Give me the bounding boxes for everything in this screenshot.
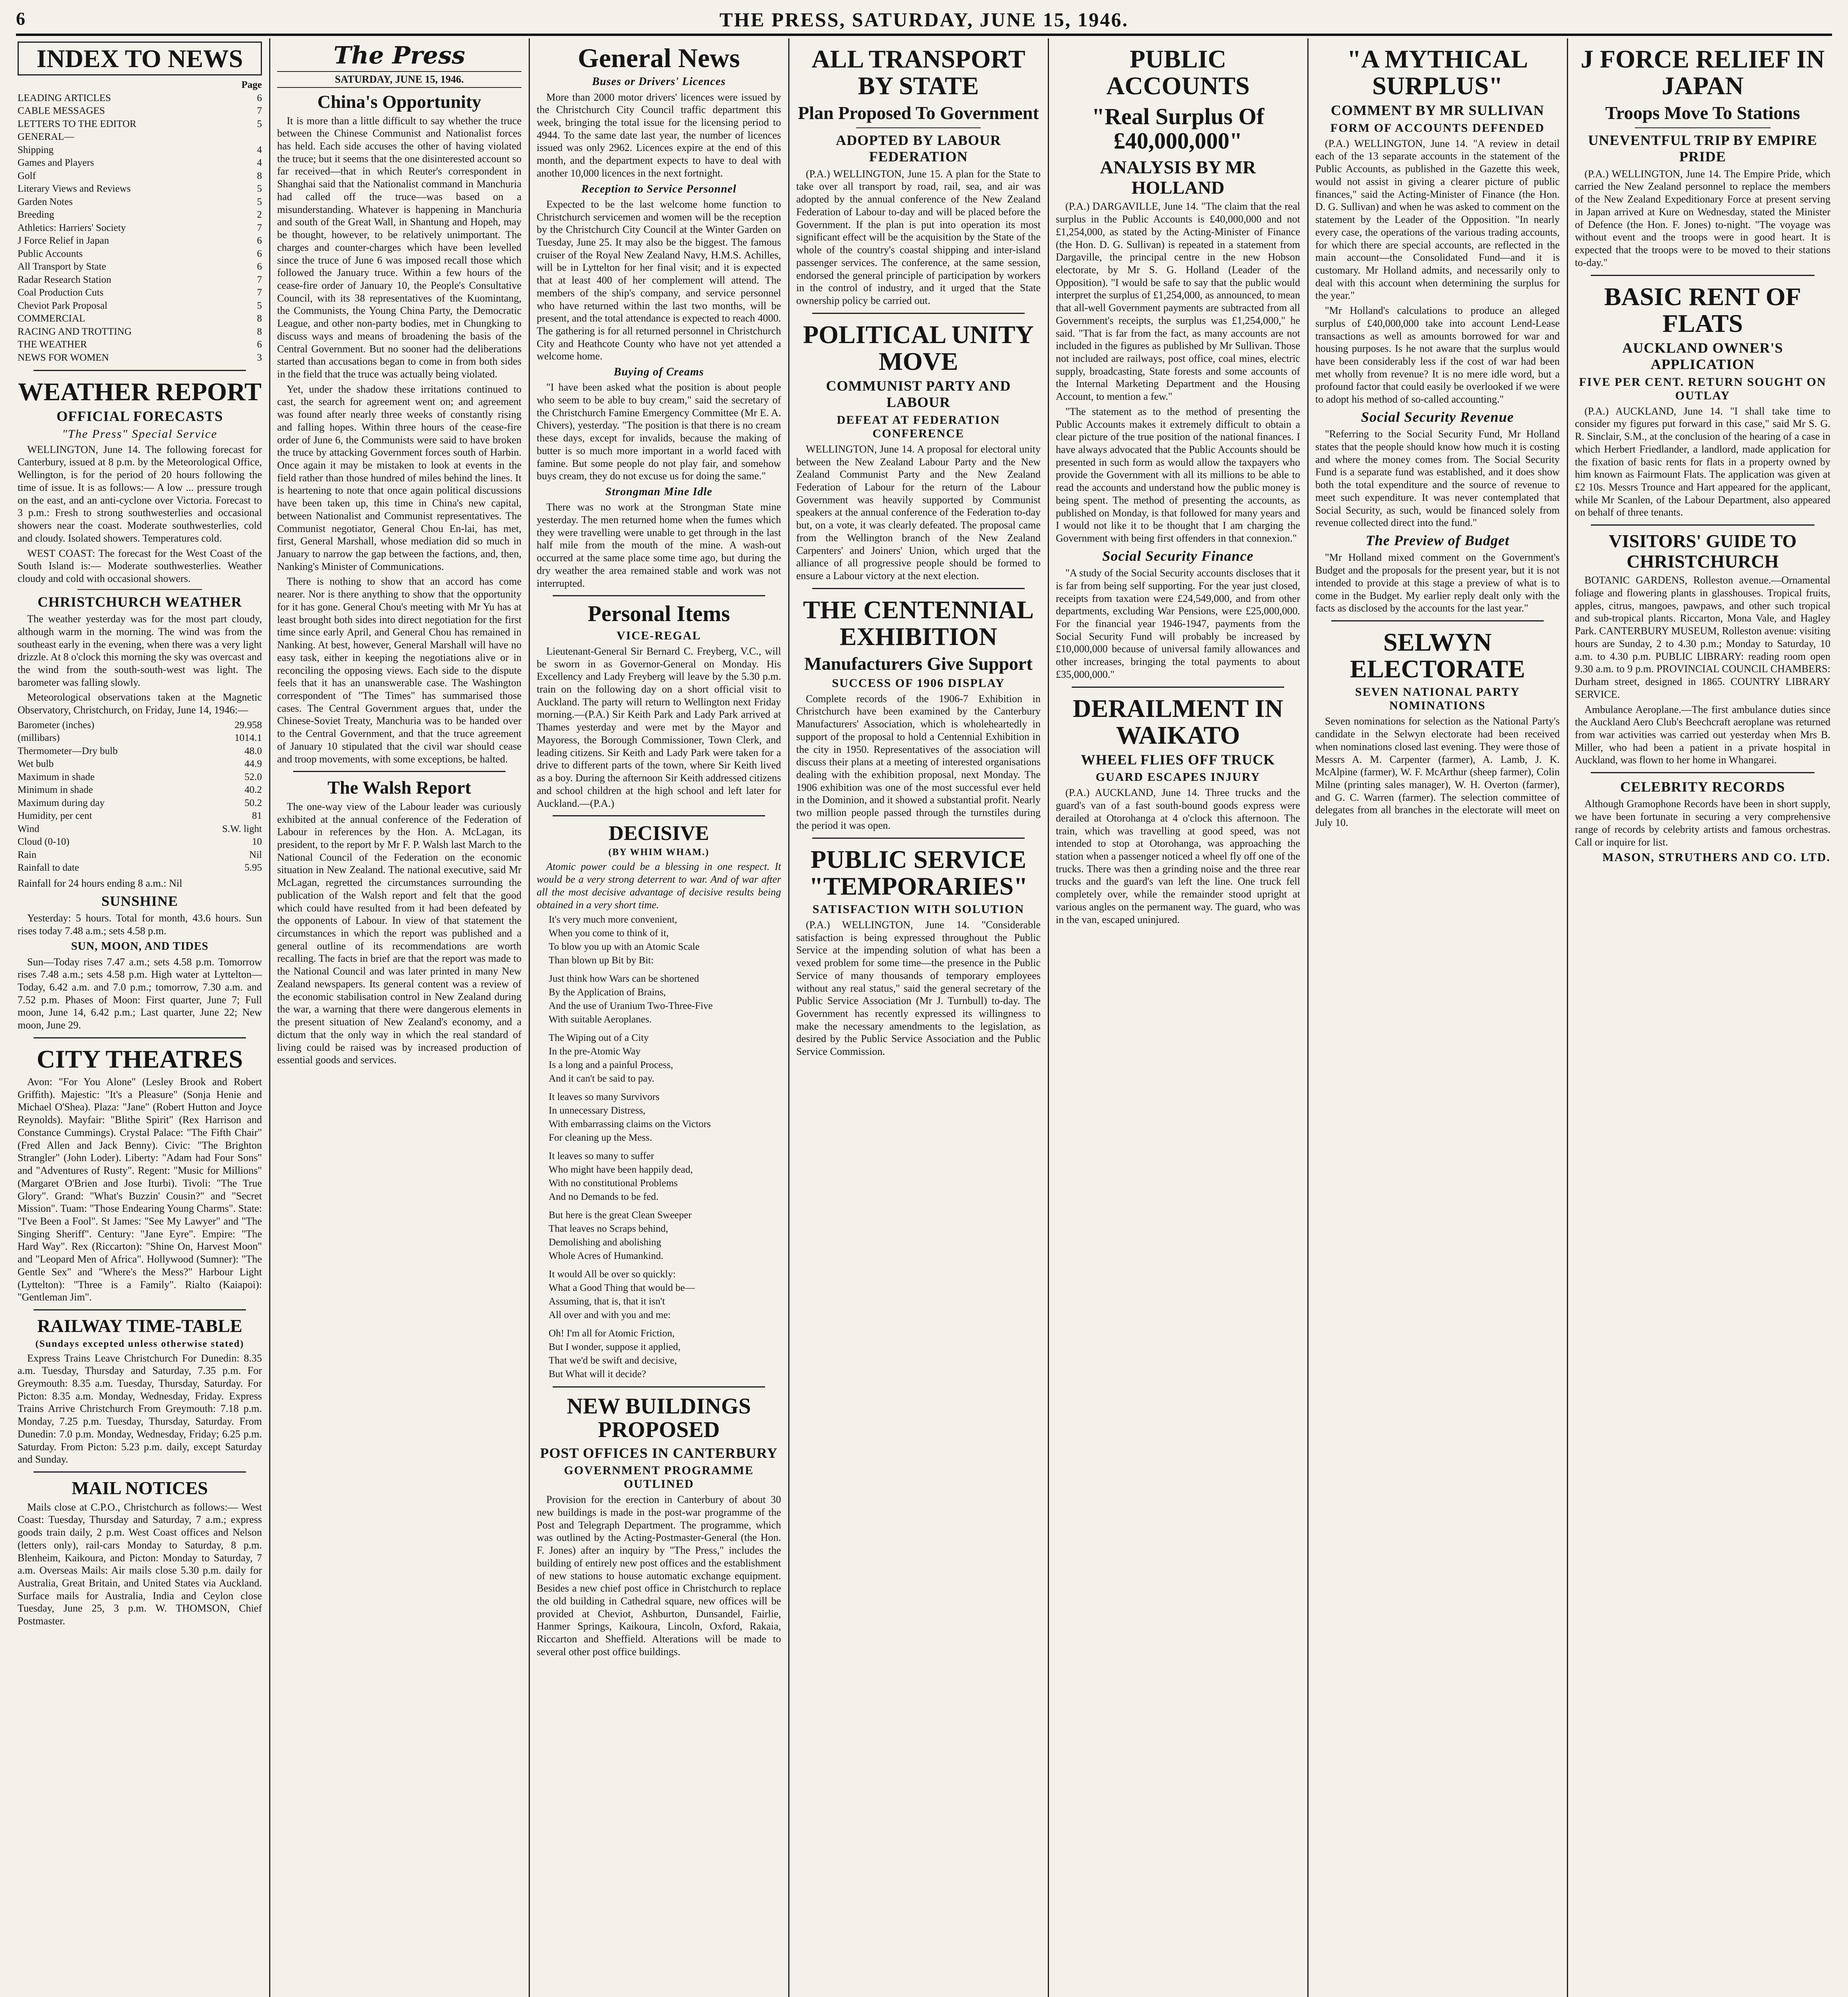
accounts-subhead: Social Security Finance (1102, 548, 1254, 564)
transport-sub: Plan Proposed To Government (798, 103, 1039, 123)
jforce-sub2: UNEVENTFUL TRIP BY EMPIRE PRIDE (1588, 132, 1818, 165)
forecasts-title: OFFICIAL FORECASTS (56, 408, 223, 425)
divider (34, 1471, 246, 1473)
column-1 (12, 38, 268, 1997)
reading-row (18, 732, 262, 745)
celebrity-text: Although Gramophone Records have been in short supply, we have been fortunate in securing a very comprehensive range of records by celebrity artists and famous orchestras. Call or inquire for list. (1575, 798, 1830, 848)
index-entry: THE WEATHER (18, 339, 87, 350)
reading-row (18, 836, 262, 849)
unity-sub: COMMUNIST PARTY AND LABOUR (826, 378, 1011, 411)
reading-label: Humidity, per cent (18, 810, 92, 822)
chch-weather-title: CHRISTCHURCH WEATHER (38, 594, 242, 610)
chch-weather-text: The weather yesterday was for the most part cloudy, although warm in the morning. The wind was from the southeast early in the evening, when there was a very light drizzle. At 8 o'clock this morning the sky was overcast and the wind from the south-south-west was light. The barometer was falling slowly. (18, 613, 262, 688)
mythical-text: "Mr Holland mixed comment on the Government's Budget and the proposals for the present year, but it is not intended to provide at this stage a preview of what is to come in the Budget. My earlier reply dealt only with the facts as disclosed by the accounts for the last year." (1315, 552, 1560, 614)
index-entry: Coal Production Cuts (18, 287, 104, 298)
reading-row (18, 797, 262, 810)
new-buildings-title: NEW BUILDINGS PROPOSED (567, 1394, 751, 1443)
index-row (18, 312, 262, 326)
poem-line: The Wiping out of a City (549, 1032, 649, 1044)
divider (77, 589, 202, 590)
poem-line: It leaves so many to suffer (549, 1151, 654, 1162)
index-page: 8 (257, 313, 262, 324)
column-7 (1569, 38, 1836, 1997)
rent-sub: AUCKLAND OWNER'S APPLICATION (1622, 339, 1783, 373)
index-entry: Garden Notes (18, 196, 73, 207)
reading-value: 10 (252, 836, 262, 848)
mythical-subhead: Social Security Revenue (1361, 409, 1514, 425)
railway-text: Express Trains Leave Christchurch For Dunedin: 8.35 a.m. Tuesday, Thursday and Saturday, 7.35 p.m. For Greymouth: 8.35 a.m. Tuesday, Thursday, Saturday. For Picton: 8.35 a.m. Monday, Wednesday, Friday. Express Trains Arrive Christchurch From Greymouth: 7.18 p.m. Monday, 7.25 p.m. Tuesday, Thursday, Saturday. From Dunedin: 7.0 p.m. Monday, Wednesday, Friday; 6.25 p.m. Saturday. From Picton: 5.23 p.m. daily, except Saturday and Sunday. (18, 1352, 262, 1465)
column-rule (1048, 38, 1049, 1997)
index-row (18, 170, 262, 183)
index-page: 5 (257, 300, 262, 311)
poem-line: It leaves so many Survivors (549, 1092, 660, 1103)
decisive-title: DECISIVE (609, 822, 709, 845)
reading-label: Maximum during day (18, 797, 105, 808)
index-row (18, 338, 262, 351)
reading-value: 81 (252, 810, 262, 822)
reading-value: S.W. light (222, 823, 262, 834)
mythical-text: "Referring to the Social Security Fund, Mr Holland states that the people should know how much it is costing and where the money comes from. The Social Security Fund is a separate fund was established, and it does show both the total expenditure and the source of revenue to meet such expenditure. It was never contemplated that Social Security, as such, would be financed solely from revenue collected direct into the fund." (1315, 428, 1560, 529)
poem-line: With no constitutional Problems (549, 1178, 678, 1189)
poem-line: Than blown up Bit by Bit: (549, 955, 654, 966)
reading-row (18, 758, 262, 771)
poem-line: What a Good Thing that would be— (549, 1282, 695, 1294)
index-page-label: Page (241, 79, 262, 91)
personal-text: Lieutenant-General Sir Bernard C. Freyberg, V.C., will be sworn in as Governor-General on Monday. His Excellency and Lady Freyberg will leave by the 5.30 p.m. train on the following day on a short official visit to Auckland. The party will return to Wellington next Friday morning.—(P.A.) Sir Keith Park and Lady Park arrived at Thames yesterday and were met by the Mayor and Mayoress, the Borough Commissioner, Town Clerk, and leading citizens. Sir Keith and Lady Park were taken for a drive to different parts of the town, where Sir Keith lived as a boy. During the afternoon Sir Keith addressed citizens and school children at the high school and left later for Auckland.—(P.A.) (537, 645, 781, 809)
poem-line: And no Demands to be fed. (549, 1191, 658, 1203)
service-sub: SATISFACTION WITH SOLUTION (812, 902, 1025, 916)
weather-title: WEATHER REPORT (18, 377, 262, 406)
accounts-title: PUBLIC ACCOUNTS (1106, 45, 1250, 100)
column-rule (1307, 38, 1309, 1997)
news-paragraph: Expected to be the last welcome home function to Christchurch servicemen and women will be the reception by the Christchurch City Council at the Winter Garden on Tuesday, June 25. It may also be the biggest. The famous cruiser of the Royal New Zealand Navy, H.M.S. Achilles, will be in Lyttelton for her final visit; and it is expected that at least 400 of her complement will attend. The members of the ship's company, and service personnel who have returned within the last two months, will be present, and the total attendance is expected to reach 4000. The gathering is for all returned personnel in Christchurch City and Heathcote County who have not yet attended a welcome home. (537, 198, 781, 362)
poem-line: But What will it decide? (549, 1369, 646, 1380)
poem-line: Demolishing and abolishing (549, 1237, 661, 1248)
rent-sub2: FIVE PER CENT. RETURN SOUGHT ON OUTLAY (1579, 375, 1826, 402)
railway-title: RAILWAY TIME-TABLE (37, 1315, 242, 1336)
service-title: PUBLIC SERVICE "TEMPORARIES" (809, 845, 1028, 900)
index-entry: LEADING ARTICLES (18, 92, 111, 103)
index-page: 6 (257, 261, 262, 272)
editorial-date: SATURDAY, JUNE 15, 1946. (277, 71, 521, 88)
sunshine-title: SUNSHINE (101, 893, 178, 909)
index-row (18, 131, 262, 144)
mail-text: Mails close at C.P.O., Christchurch as follows:— West Coast: Tuesday, Thursday and Saturday, 7 a.m.; express goods train daily, 2 p.m. West Coast offices and Nelson (letters only), rail-cars Monday to Saturday, 8 p.m. Blenheim, Kaikoura, and Picton: Monday to Saturday, 7 a.m. Overseas Mails: Air mails close 5.30 p.m. daily for Australia, Great Britain, and United States via Auckland. Surface mails for Australia, India and Ceylon close Tuesday, June 25, 3 p.m. W. THOMSON, Chief Postmaster. (18, 1501, 262, 1627)
index-page: 7 (257, 287, 262, 298)
index-page: 2 (257, 209, 262, 220)
index-entry: CABLE MESSAGES (18, 105, 105, 117)
index-entry: Literary Views and Reviews (18, 183, 131, 195)
reading-value: 50.2 (244, 797, 262, 808)
index-row (18, 144, 262, 157)
divider (34, 370, 246, 371)
divider (812, 838, 1025, 839)
column-rule (529, 38, 530, 1997)
index-row (18, 196, 262, 209)
news-paragraph: More than 2000 motor drivers' licences were issued by the Christchurch City Council traffic department this week, bringing the total issue for the licensing period to 4944. To the same date last year, the number of licences issued was only 2962. Licences expire at the end of this month, and the department expects to have to deal with another 10,000 licences in the next fortnight. (537, 91, 781, 179)
index-page: 5 (257, 183, 262, 195)
derailment-title: DERAILMENT IN WAIKATO (1073, 694, 1283, 749)
decisive-byline: (BY WHIM WHAM.) (608, 847, 710, 858)
rain-note: Rainfall for 24 hours ending 8 a.m.: Nil (18, 877, 182, 889)
poem-line: To blow you up with an Atomic Scale (549, 941, 700, 953)
derailment-sub2: GUARD ESCAPES INJURY (1095, 770, 1261, 784)
index-page: 8 (257, 326, 262, 337)
visitors-title: VISITORS' GUIDE TO CHRISTCHURCH (1608, 531, 1797, 572)
accounts-sub2: ANALYSIS BY MR HOLLAND (1100, 157, 1256, 198)
divider (1331, 620, 1544, 621)
derailment-sub: WHEEL FLIES OFF TRUCK (1081, 751, 1275, 768)
index-row (18, 118, 262, 131)
index-entry: J Force Relief in Japan (18, 235, 109, 246)
page-number: 6 (16, 8, 25, 29)
index-page: 5 (257, 118, 262, 129)
poem-line: When you come to think of it, (549, 928, 669, 939)
forecasts-sub: "The Press" Special Service (62, 427, 218, 441)
editorial-title: China's Opportunity (317, 91, 482, 112)
mythical-text: (P.A.) WELLINGTON, June 14. "A review in detail each of the 13 separate accounts in the statement of the Public Accounts, as published in the Gazette this week, would not assist in giving a clearer picture of public finances," said the Acting-Minister of Finance (the Hon. D. G. Sullivan) and when he was asked to comment on the statement by the Leader of the Opposition. "In nearly every case, the operations of the various trading accounts, for which there are special accounts, are reflected in the main account—the Consolidated Fund—and it is customary. Mr Holland admits, and necessarily only to deal with this account when determining the surplus for the year." (1315, 137, 1560, 302)
reading-value: 1014.1 (234, 732, 262, 744)
poem-line: Assuming, that is, that it isn't (549, 1296, 665, 1307)
moon-title: SUN, MOON, AND TIDES (71, 940, 208, 953)
poem-line: For cleaning up the Mess. (549, 1132, 652, 1143)
index-page: 5 (257, 196, 262, 207)
index-row (18, 326, 262, 339)
index-page: 8 (257, 170, 262, 181)
index-row (18, 234, 262, 248)
reading-value: 48.0 (244, 745, 262, 756)
new-buildings-sub: POST OFFICES IN CANTERBURY (540, 1445, 778, 1461)
divider (812, 588, 1025, 589)
forecast-text: WELLINGTON, June 14. The following forecast for Canterbury, issued at 8 p.m. by the Meteorological Office, Wellington, is for the period of 20 hours following the time of issue. It is as follows:— A low ... pressure trough on the east, and an anti-cyclone over Victoria. Forecast to 3 p.m.: Fresh to strong southwesterlies and occasional showers near the coast. Moderate southwesterlies, cold and cloudy. Isolated showers. Temperatures cold. (18, 443, 262, 544)
unity-text: WELLINGTON, June 14. A proposal for electoral unity between the New Zealand Labour Party and the New Zealand Communist Party and the New Zealand Federation of Labour for the return of the Labour Government was heavily supported by Communist speakers at the annual conference of the Federation to-day but, on a vote, it was clearly defeated. The proposal came from the Wellington branch of the New Zealand Carpenters' and Joiners' Union, which urged that the alliance of all progressive people should be formed to ensure a Labour victory at the next election. (796, 443, 1041, 582)
service-text: (P.A.) WELLINGTON, June 14. "Considerable satisfaction is being expressed throughout the Public Service at the impending solution of what has been a vexed problem for some time—the presence in the Public Service of many thousands of temporary employees without any real status," said the general secretary of the Public Service Association (Mr J. Turnbull) to-day. The Government has recently expressed its willingness to make the necessary amendments to the legislation, as desired by the Public Service Association and the Public Service Commission. (796, 919, 1041, 1058)
reading-row (18, 862, 262, 875)
reading-label: Barometer (inches) (18, 719, 95, 731)
poem-line: Just think how Wars can be shortened (549, 973, 699, 985)
reading-row (18, 771, 262, 784)
index-page: 6 (257, 235, 262, 246)
mythical-title: "A MYTHICAL SURPLUS" (1347, 45, 1528, 100)
reading-label: (millibars) (18, 732, 60, 744)
reading-value: 52.0 (244, 771, 262, 782)
poem-line: And it can't be said to pay. (549, 1073, 654, 1084)
accounts-text: (P.A.) DARGAVILLE, June 14. "The claim that the real surplus in the Public Accounts is £40,000,000 and not £1,254,000, as stated by the Acting-Minister of Finance (the Hon. D. G. Sullivan) is repeated in a statement from Dargaville, the principal centre in the new Hobson electorate, by Mr S. G. Holland (Leader of the Opposition). "I would be safe to say that the public would interpret the surplus of £1,254,000, as announced, to mean that all-well Government payments are subtracted from all Government's receipts, the surplus was £1,254,000," he said. "That is far from the fact, as many accounts are not included in the figures as published by Mr Sullivan. Those not included are railways, post office, coal mines, electric supply, broadcasting, State forests and some accounts of the Internal Marketing Department and the Housing Account, to mention a few." (1056, 200, 1300, 403)
divider (553, 1386, 765, 1388)
rent-text: (P.A.) AUCKLAND, June 14. "I shall take time to consider my figures put forward in this case," said Mr S. G. R. Sinclair, S.M., at the conclusion of the hearing of a case in which Herbert Friedlander, a landlord, made application for the fixation of basic rents for flats in a property owned by him known as Fairmount Flats. The application was given at £2 10s. Messrs Trounce and Hart appeared for the applicant, while Mr Scanlen, of the Labour Department, also appeared on behalf of three tenants. (1575, 405, 1830, 518)
divider (1635, 127, 1771, 128)
news-subhead: Reception to Service Personnel (581, 183, 737, 195)
general-news-title: General News (577, 43, 740, 73)
index-entry: NEWS FOR WOMEN (18, 352, 109, 363)
readings-table (18, 719, 262, 875)
reading-label: Minimum in shade (18, 784, 93, 796)
divider (34, 1037, 246, 1038)
mythical-subhead: The Preview of Budget (1366, 532, 1509, 548)
index-row (18, 274, 262, 287)
poem-line: Oh! I'm all for Atomic Friction, (549, 1328, 675, 1339)
selwyn-text: Seven nominations for selection as the National Party's candidate in the Selwyn electorate had been received when nominations closed last evening. They were those of Messrs A. M. Carpenter (farmer), A. Lamb, J. K. McAlpine (farmer), W. F. McArthur (sheep farmer), Colin Milne (printing sales manager), W. H. Overton (farmer), and G. C. Warren (farmer). The selection committee of delegates from all branches in the electorate will meet on July 10. (1315, 715, 1560, 829)
accounts-sub: "Real Surplus Of £40,000,000" (1092, 103, 1264, 154)
index-row (18, 208, 262, 222)
personal-title: Personal Items (587, 601, 730, 627)
index-page: 6 (257, 92, 262, 103)
index-page: 4 (257, 144, 262, 155)
divider (293, 771, 506, 772)
reading-row (18, 823, 262, 836)
editorial-title: The Walsh Report (327, 777, 471, 798)
visitors-text: BOTANIC GARDENS, Rolleston avenue.—Ornamental foliage and flowering plants in glasshouses. Tropical fruits, apples, citrus, mangoes, pawpaws, and other such tropical and sub-tropical plants. Riccarton, Mona Vale, and Hagley Park. CANTERBURY MUSEUM, Rolleston avenue: visiting hours are Sunday, 2 to 4.30 p.m.; Monday to Saturday, 10 a.m. to 4.30 p.m. PUBLIC LIBRARY: reading room open 9.30 a.m. to 9 p.m. PROVINCIAL COUNCIL CHAMBERS: Durham street, designed in 1865. COUNTRY LIBRARY SERVICE. (1575, 574, 1830, 700)
reading-row (18, 849, 262, 862)
divider (856, 127, 981, 128)
mythical-text: "Mr Holland's calculations to produce an alleged surplus of £40,000,000 take into account Lend-Lease transactions as well as amounts borrowed for war and housing purposes. Is he not aware that the surplus would have been considerably less if the cost of war had been met wholly from revenue? It is no mere idle word, but a profound factor that could easily be overlooked if we were to adopt his method of so-called accounting." (1315, 305, 1560, 405)
unity-sub2: DEFEAT AT FEDERATION CONFERENCE (837, 413, 1000, 440)
exhibition-text: Complete records of the 1906-7 Exhibition in Christchurch have been examined by the Canterbury Manufacturers' Association, which is wholeheartedly in support of the proposal to hold a Centennial Exhibition in the city in 1950. Representatives of the association will discuss their plans at a meeting of interested organisations dealing with the exhibition proposal, next Monday. The 1906 exhibition was one of the most successful ever held in the Dominion, and it showed a substantial profit. Nearly two million people passed through the turnstiles during the period it was open. (796, 693, 1041, 831)
poem-line (549, 968, 769, 972)
divider (553, 815, 765, 816)
poem-line: By the Application of Brains, (549, 987, 666, 998)
divider (34, 1309, 246, 1310)
jforce-text: (P.A.) WELLINGTON, June 14. The Empire Pride, which carried the New Zealand personnel to replace the members of the New Zealand Expeditionary Force at present serving in Japan arrived at Kure on Wednesday, stated the Minister of Defence (the Hon. F. Jones) to-night. "The voyage was without event and the troops were in good heart. It is expected that the troops were to be moved to their stations to-day." (1575, 168, 1830, 268)
reading-label: Rainfall to date (18, 862, 79, 873)
poem-line: That leaves no Scraps behind, (549, 1223, 668, 1235)
column-5 (1050, 38, 1306, 1997)
index-entry: RACING AND TROTTING (18, 326, 132, 337)
accounts-text: "The statement as to the method of presenting the Public Accounts makes it extremely difficult to obtain a clear picture of the true position of the national finances. I have always advocated that the Public Accounts should be presented in such form as would allow the taxpayers who provide the Government with all its millions to be able to read the accounts and understand how the public money is being spent. The method of presenting the accounts, as published on Monday, is that followed for many years and I would not like it to be thought that I am charging the Government with being first offenders in that connexion." (1056, 405, 1300, 544)
poem-line: With suitable Aeroplanes. (549, 1014, 652, 1025)
news-paragraph: There was no work at the Strongman State mine yesterday. The men returned home when the fumes which they were travelling were unable to get through in the last half mile from the mouth of the mine. A wash-out occurred at the same place some time ago, but during the dry weather the area remained stable and work was not interrupted. (537, 501, 781, 589)
divider (1591, 772, 1814, 773)
running-head (16, 8, 1832, 32)
column-3 (531, 38, 787, 1997)
selwyn-sub: SEVEN NATIONAL PARTY NOMINATIONS (1355, 685, 1520, 713)
mail-title: MAIL NOTICES (71, 1478, 208, 1499)
index-row (18, 286, 262, 300)
transport-sub2: ADOPTED BY LABOUR FEDERATION (836, 132, 1001, 165)
poem (537, 913, 781, 1381)
poem-line (549, 1204, 769, 1208)
poem-line: Who might have been happily dead, (549, 1164, 693, 1175)
poem-line (549, 1145, 769, 1149)
index-entry: Radar Research Station (18, 274, 111, 285)
derailment-text: (P.A.) AUCKLAND, June 14. Three trucks and the guard's van of a fast south-bound goods express were derailed at Otorohanga at 4 o'clock this afternoon. The train, which was travelling at good speed, was not intended to stop at Otorohanga, was approaching the station when a passenger noticed a wheel fly off one of the trucks. There was then a grinding noise and the three rear trucks and the guard's van left the line. One truck fell completely over, while the remainder stood upright at various angles on the permanent way. The guard, who was in the van, escaped uninjured. (1056, 787, 1300, 925)
index-row (18, 157, 262, 170)
poem-line: And the use of Uranium Two-Three-Five (549, 1000, 713, 1012)
transport-text: (P.A.) WELLINGTON, June 15. A plan for the State to take over all transport by road, rail, sea, and air was adopted by the annual conference of the New Zealand Federation of Labour to-day and will be placed before the Government. If the plan is put into operation its most significant effect will be the acquisition by the State of the whole of the country's coastal shipping and inter-island passenger services. The conference, at the same session, endorsed the general principle of participation by workers in the control of industry, and it urged that the State ownership policy be carried out. (796, 168, 1041, 306)
index-row (18, 248, 262, 261)
reading-label: Thermometer—Dry bulb (18, 745, 118, 756)
poem-line (549, 1263, 769, 1267)
column-6 (1310, 38, 1565, 1997)
index-list (18, 92, 262, 365)
news-paragraph: "I have been asked what the position is about people who seem to be able to buy cream," said the secretary of the Christchurch Famine Emergency Committee (Mr E. A. Chivers), yesterday. "The position is that there is no cream these days, except for invalids, because the making of butter is so much more important in a world faced with famine. But some people do not play fair, and somehow buys cream, they do not excuse us for doing the same." (537, 381, 781, 482)
mythical-sub2: FORM OF ACCOUNTS DEFENDED (1330, 121, 1545, 135)
column-4 (791, 38, 1046, 1997)
poem-line: With embarrassing claims on the Victors (549, 1119, 711, 1130)
mythical-sub: COMMENT BY MR SULLIVAN (1330, 102, 1545, 119)
masthead-logo: The Press (333, 42, 465, 69)
celebrity-title: CELEBRITY RECORDS (1620, 779, 1785, 795)
exhibition-sub: Manufacturers Give Support (804, 653, 1033, 674)
index-row (18, 105, 262, 118)
index-entry: Breeding (18, 209, 54, 220)
index-entry: COMMERCIAL (18, 313, 85, 324)
reading-row (18, 784, 262, 797)
reading-row (18, 719, 262, 732)
new-buildings-text: Provision for the erection in Canterbury of about 30 new buildings is made in the post-war programme of the Post and Telegraph Department. The programme, which was outlined by the Acting-Postmaster-General (the Hon. F. Jones) after an inquiry by "The Press," includes the building of entirely new post offices and the establishment of new stations to house automatic exchange equipment. Besides a new chief post office in Christchurch to replace the old building in Cathedral square, new offices will be provided at Cheviot, Ashburton, Dunsandel, Fairlie, Hanmer Springs, Kaikoura, Lincoln, Oxford, Rakaia, Riccarton and Sheffield. Alterations will be made to several other post office buildings. (537, 1494, 781, 1658)
index-entry: Athletics: Harriers' Society (18, 222, 126, 233)
moon-text: Sun—Today rises 7.47 a.m.; sets 4.58 p.m. Tomorrow rises 7.48 a.m.; sets 4.58 p.m. High water at Lyttelton—Today, 6.42 a.m. and 7.0 p.m.; tomorrow, 7.30 a.m. and 7.52 p.m. Phases of Moon: First quarter, June 7; Full moon, June 14, 6.42 p.m.; Last quarter, June 22; New moon, June 29. (18, 956, 262, 1031)
news-subhead: Buses or Drivers' Licences (592, 75, 726, 88)
reading-value: 40.2 (244, 784, 262, 796)
index-entry: Golf (18, 170, 36, 181)
column-rule (269, 38, 270, 1997)
reading-row (18, 810, 262, 823)
index-row (18, 183, 262, 196)
reading-value: 5.95 (244, 862, 262, 873)
poem-line: But here is the great Clean Sweeper (549, 1210, 692, 1221)
divider (812, 313, 1025, 314)
index-title: INDEX TO NEWS (18, 42, 262, 75)
reading-value: 44.9 (244, 758, 262, 770)
index-page: 7 (257, 105, 262, 117)
index-entry: All Transport by State (18, 261, 106, 272)
theatres-text: Avon: "For You Alone" (Lesley Brook and Robert Griffith). Majestic: "It's a Pleasure" (Sonja Henie and Michael O'Shea). Plaza: "Jane" (Robert Hutton and Joyce Reynolds). Mayfair: "Blithe Spirit" (Rex Harrison and Constance Cummings). Crystal Palace: "The Fifth Chair" (Fred Allen and Jack Benny). Civic: "The Brighton Strangler" (John Loder). Liberty: "Adam had Four Sons" and "Adventures of Rusty". Regent: "Music for Millions" (Margaret O'Brien and Jose Iturbi). Tivoli: "The True Glory". Grand: "What's Buzzin' Cousin?" and "Secret Mission". Tuam: "Those Endearing Young Charms". State: "I've Been a Fool". St James: "See My Lawyer" and "The Singing Sheriff". Century: "Jane Eyre". Empire: "The Hard Way". Rex (Riccarton): "Shine On, Harvest Moon" and "Leopard Men of Africa". Hollywood (Sumner): "The Gentle Sex" and "Where's the Mess?" Harbour Light (Lyttelton): "Three is a Family". Rialto (Kaiapoi): "Gentleman Jim". (18, 1076, 262, 1303)
index-entry: Public Accounts (18, 248, 83, 259)
sunshine-text: Yesterday: 5 hours. Total for month, 43.6 hours. Sun rises today 7.48 a.m.; sets 4.58 p.m. (18, 912, 262, 937)
jforce-sub: Troops Move To Stations (1605, 103, 1800, 123)
viceregal-sub: VICE-REGAL (617, 629, 701, 642)
running-masthead: THE PRESS, SATURDAY, JUNE 15, 1946. (719, 8, 1129, 31)
poem-line (549, 1322, 769, 1326)
index-entry: LETTERS TO THE EDITOR (18, 118, 137, 129)
column-rule (788, 38, 789, 1997)
index-entry: GENERAL— (18, 131, 74, 143)
poem-line: That we'd be swift and decisive, (549, 1355, 677, 1366)
editorial-paragraph: There is nothing to show that an accord has come nearer. Nor is there anything to show that the opportunity for it has gone. General Chou's meeting with Mr Yu has at least brought both sides into direct negotiation for the first time since early April, and General Chou has remained in Nanking. At best, however, General Marshall will have no easy task, either in keeping the negotiations alive or in reconciling the opposing views. Each side to the dispute feels that it has an unanswerable case. The Washington correspondent of "The Times" has summarised those cases. The Central Government argues that, under the Chinese-Soviet Treaty, Manchuria was to be handed over to the Central Government, and that the truce agreement of January 10 stipulated that the civil war should cease and troop movements, with some exceptions, be halted. (277, 576, 521, 765)
reading-row (18, 745, 262, 758)
reading-value: Nil (249, 849, 262, 860)
decisive-intro: Atomic power could be a blessing in one respect. It would be a very strong deterrent to war. And of war after all the most decisive advantage of decisive results being obtained in a very short time. (537, 861, 781, 911)
reading-value: 29.958 (234, 719, 262, 731)
index-page: 4 (257, 157, 262, 169)
theatres-title: CITY THEATRES (36, 1044, 243, 1073)
index-row (18, 92, 262, 105)
divider (1591, 275, 1814, 276)
editorial-paragraph: Yet, under the shadow these irritations continued to cast, the search for agreement went on; and agreement was found after nearly three weeks of constantly rising and falling hopes. Within three hours of the cease-fire order of June 6, the Communists were said to have broken the truce by attacking Government forces south of Harbin. Once again it may be mistaken to look at events in the field rather than those hundred of miles behind the lines. It is heartening to note that once again political discussions have been taken up, this time in China's new capital, between Nationalist and Communist representatives. The Communist negotiator, General Chou En-lai, has met, first, General Marshall, whose mediation did so much in January to narrow the gap between the factions, and, then, Nanking's Minister of Communications. (277, 383, 521, 572)
index-entry: Shipping (18, 144, 54, 155)
divider (1591, 524, 1814, 526)
rent-title: BASIC RENT OF FLATS (1604, 282, 1801, 337)
reading-label: Maximum in shade (18, 771, 95, 782)
reading-label: Wet bulb (18, 758, 54, 770)
index-page: 6 (257, 248, 262, 259)
index-row (18, 300, 262, 313)
jforce-title: J FORCE RELIEF IN JAPAN (1580, 45, 1825, 100)
poem-line: In the pre-Atomic Way (549, 1046, 641, 1057)
unity-title: POLITICAL UNITY MOVE (803, 320, 1034, 375)
reading-label: Rain (18, 849, 37, 860)
column-rule (1567, 38, 1568, 1997)
index-row (18, 222, 262, 235)
accounts-text: "A study of the Social Security accounts discloses that it is far from being self supporting. For the year just closed, receipts from taxation were £24,549,000, and from other departments, excluding War Pensions, were £25,000,000. For the financial year 1946-1947, payments from the Social Security Fund will probably be increased by £10,000,000 because of universal family allowances and other increases, bringing the total payments to about £35,000,000." (1056, 567, 1300, 680)
exhibition-title: THE CENTENNIAL EXHIBITION (803, 595, 1034, 651)
column-2 (272, 38, 527, 1997)
exhibition-sub2: SUCCESS OF 1906 DISPLAY (832, 676, 1005, 690)
reading-label: Wind (18, 823, 40, 834)
poem-line (549, 1027, 769, 1031)
index-entry: Games and Players (18, 157, 94, 169)
poem-line: It's very much more convenient, (549, 914, 677, 925)
poem-line: But I wonder, suppose it applied, (549, 1342, 681, 1353)
poem-line (549, 1086, 769, 1090)
new-buildings-sub2: GOVERNMENT PROGRAMME OUTLINED (564, 1464, 754, 1491)
reading-label: Cloud (0-10) (18, 836, 69, 848)
index-page: 7 (257, 222, 262, 233)
index-row (18, 260, 262, 274)
divider (553, 595, 765, 596)
poem-line: Whole Acres of Humankind. (549, 1251, 664, 1262)
poem-line: It would All be over so quickly: (549, 1269, 676, 1280)
poem-line: In unnecessary Distress, (549, 1105, 646, 1116)
west-coast-text: WEST COAST: The forecast for the West Coast of the South Island is:— Moderate southwesterlies. Weather cloudy and cold with occasional showers. (18, 547, 262, 584)
selwyn-title: SELWYN ELECTORATE (1350, 627, 1525, 683)
index-page: 7 (257, 274, 262, 285)
index-page: 3 (257, 352, 262, 363)
news-subhead: Buying of Creams (613, 366, 704, 379)
transport-title: ALL TRANSPORT BY STATE (811, 45, 1025, 100)
poem-line: Is a long and a painful Process, (549, 1060, 673, 1071)
celebrity-sign: MASON, STRUTHERS AND CO. LTD. (1602, 851, 1830, 864)
divider (1072, 687, 1284, 688)
index-page: 6 (257, 339, 262, 350)
top-rule (16, 34, 1832, 36)
poem-line: All over and with you and me: (549, 1310, 671, 1321)
editorial-paragraph: It is more than a little difficult to say whether the truce between the Chinese Communist and Nationalist forces has held. Each side accuses the other of having violated the truce; but it seems that the one disinterested account so far received—that in which Reuter's correspondent in Shanghai said that the Nationalist command in Manchuria had called off the truce—was based on a misunderstanding. Whatever is happening in Manchuria and south of the Great Wall, in Shantung and Hopeh, may be thought, however, to be relatively unimportant. The charges and counter-charges which have been levelled since the truce of June 6 was imposed recall those which followed the January truce. Within a few hours of the cease-fire order of January 10, the People's Consultative Council, with its 38 representatives of the Kuomintang, the Communists, the Young China Party, the Democratic League, and other non-party bodies, met in Chungking to discuss ways and means of broadening the basis of the Central Government. But no sooner had the deliberations started than accusations began to come in from both sides in the field that the truce was actually being violated. (277, 115, 521, 380)
railway-sub: (Sundays excepted unless otherwise stated) (35, 1338, 244, 1349)
ambulance-text: Ambulance Aeroplane.—The first ambulance duties since the Auckland Aero Club's Beechcraft aeroplane was returned from war activities was carried out yesterday when Mrs B. Miller, who had been a patient in a private hospital in Auckland, was flown to her home in Whangarei. (1575, 703, 1830, 766)
news-subhead: Strongman Mine Idle (605, 486, 712, 498)
editorial-paragraph: The one-way view of the Labour leader was curiously exhibited at the annual conference of the Federation of Labour in references by the Hon. A. McLagan, its president, to the report by Mr F. P. Walsh last March to the National Council of the Federation on the economic situation in New Zealand. The national executive, said Mr McLagan, regretted the circumstances surrounding the publication of the Walsh report and felt that the good which could have resulted from it had been defeated by the opponents of Labour. In view of that statement the circumstances in which the report was published and a general outline of its recommendations are worth recalling. The facts in brief are that the report was made to the National Council and was later printed in many New Zealand newspapers. Its general content was a review of the economic stabilisation control in New Zealand during the war, a warning that there were dangerous elements in the present situation of New Zealand's economy, and a dictum that the only way in which the real standard of living could be raised was by increased production of essential goods and services. (277, 800, 521, 1066)
index-row (18, 351, 262, 365)
observations-title: Meteorological observations taken at the Magnetic Observatory, Christchurch, on Friday, June 14, 1946:— (18, 691, 262, 716)
index-entry: Cheviot Park Proposal (18, 300, 107, 311)
